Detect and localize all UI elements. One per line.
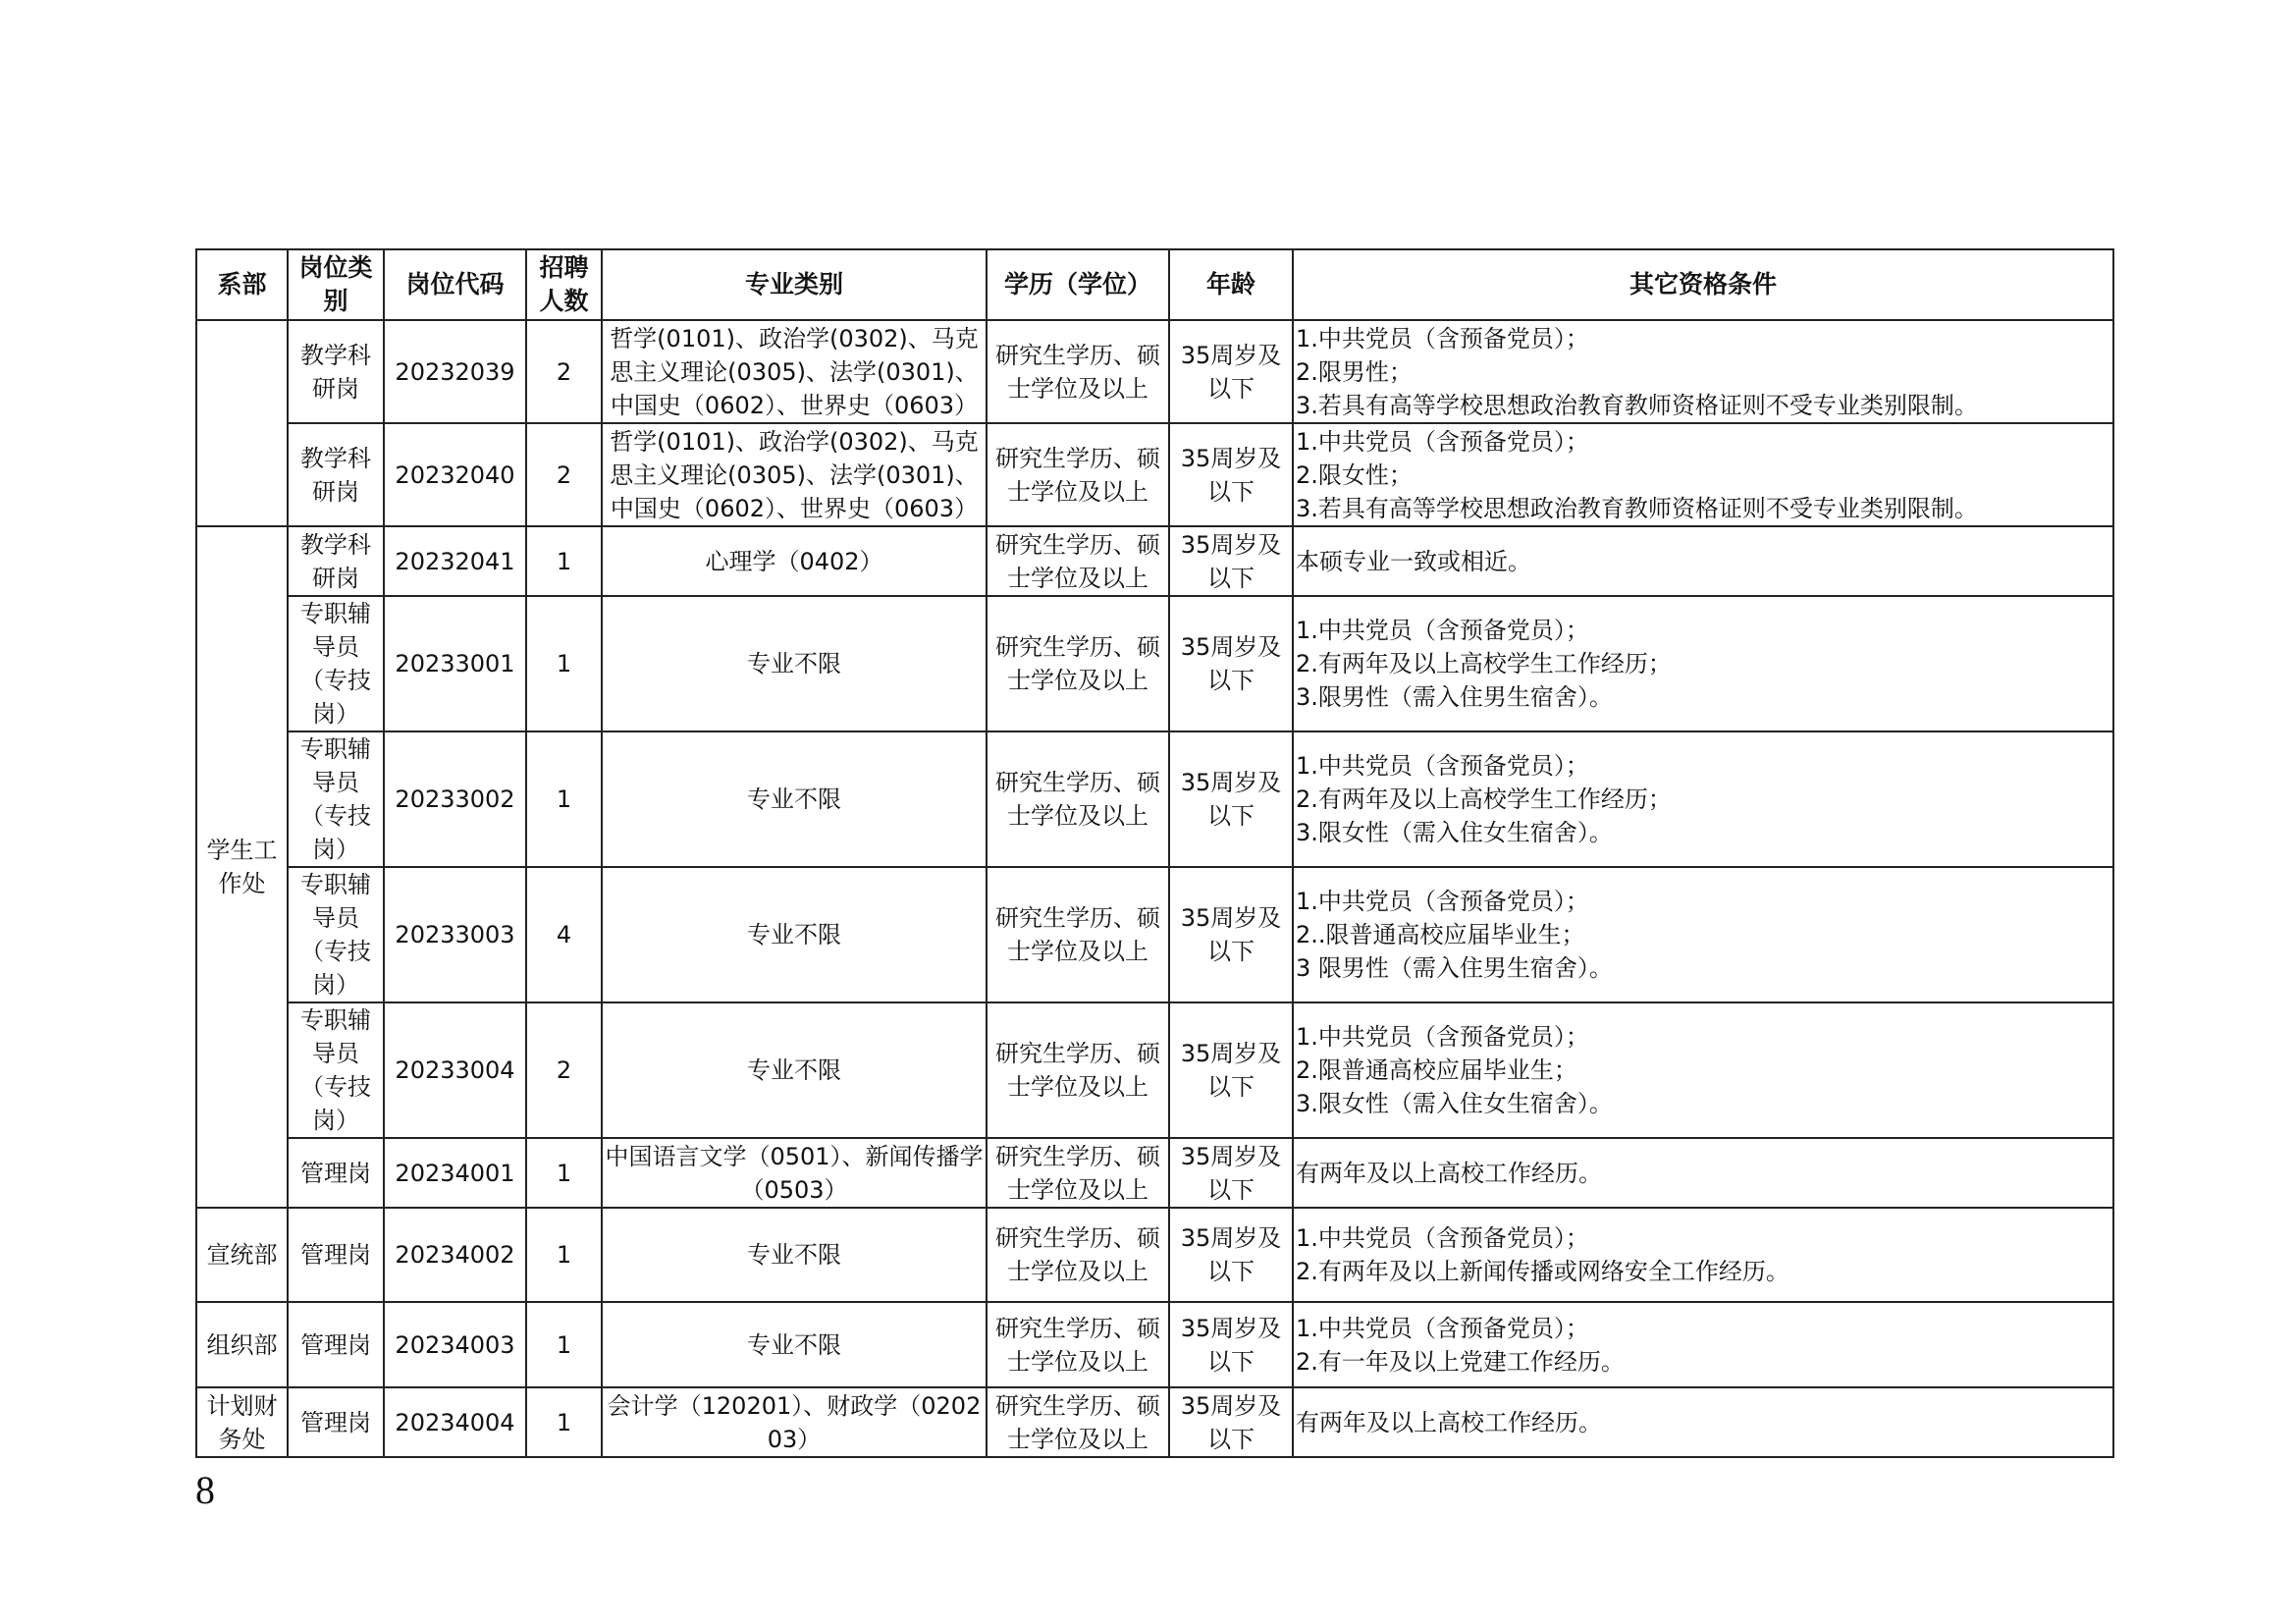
- age-cell: 35周岁及以下: [1169, 731, 1293, 867]
- conditions-cell: [1293, 1208, 2113, 1302]
- condition-line: 3.限女性（需入住女生宿舍）。: [1296, 819, 1613, 846]
- conditions-cell: [1293, 320, 2113, 423]
- conditions-cell: [1293, 731, 2113, 867]
- age-cell: 35周岁及以下: [1169, 596, 1293, 731]
- header-age: 年龄: [1169, 249, 1293, 320]
- age-cell: 35周岁及以下: [1169, 1002, 1293, 1138]
- education-cell: 研究生学历、硕士学位及以上: [987, 1302, 1169, 1387]
- conditions-cell: [1293, 1002, 2113, 1138]
- education-cell: 研究生学历、硕士学位及以上: [987, 423, 1169, 526]
- age-cell: 35周岁及以下: [1169, 867, 1293, 1002]
- condition-line: 1.中共党员（含预备党员）；: [1296, 1314, 1589, 1342]
- condition-line: 1.中共党员（含预备党员）；: [1296, 617, 1589, 644]
- condition-line: 有两年及以上高校工作经历。: [1296, 1159, 1602, 1187]
- condition-line: 1.中共党员（含预备党员）；: [1296, 1023, 1589, 1051]
- count-cell: 2: [526, 423, 602, 526]
- table-row: [196, 1002, 2113, 1138]
- code-cell: 20234002: [384, 1208, 526, 1302]
- condition-line: 3.若具有高等学校思想政治教育教师资格证则不受专业类别限制。: [1296, 391, 1978, 419]
- condition-line: 1.中共党员（含预备党员）；: [1296, 427, 1589, 456]
- dept-cell: 计划财务处: [196, 1387, 288, 1457]
- education-cell: 研究生学历、硕士学位及以上: [987, 731, 1169, 867]
- category-cell: 专职辅导员（专技岗）: [288, 867, 384, 1002]
- header-conditions: 其它资格条件: [1293, 249, 2113, 320]
- education-cell: 研究生学历、硕士学位及以上: [987, 1002, 1169, 1138]
- category-cell: 管理岗: [288, 1387, 384, 1457]
- condition-line: 1.中共党员（含预备党员）；: [1296, 888, 1589, 915]
- dept-cell: 组织部: [196, 1302, 288, 1387]
- condition-line: 2.有两年及以上高校学生工作经历；: [1296, 785, 1672, 813]
- condition-line: 2.限男性；: [1296, 357, 1413, 386]
- major-cell: 心理学（0402）: [602, 526, 987, 596]
- count-cell: 1: [526, 1138, 602, 1208]
- major-cell: 哲学(0101)、政治学(0302)、马克思主义理论(0305)、法学(0301)、中国史（0602）、世界史（0603）: [602, 320, 987, 423]
- age-cell: 35周岁及以下: [1169, 526, 1293, 596]
- condition-line: 2.有一年及以上党建工作经历。: [1296, 1347, 1625, 1376]
- condition-line: 2.有两年及以上新闻传播或网络安全工作经历。: [1296, 1258, 1789, 1285]
- count-cell: 1: [526, 1302, 602, 1387]
- education-cell: 研究生学历、硕士学位及以上: [987, 867, 1169, 1002]
- education-cell: 研究生学历、硕士学位及以上: [987, 526, 1169, 596]
- header-code: 岗位代码: [384, 249, 526, 320]
- table-row: [196, 320, 2113, 423]
- major-cell: 哲学(0101)、政治学(0302)、马克思主义理论(0305)、法学(0301)、中国史（0602）、世界史（0603）: [602, 423, 987, 526]
- category-cell: 管理岗: [288, 1208, 384, 1302]
- age-cell: 35周岁及以下: [1169, 320, 1293, 423]
- category-cell: 专职辅导员（专技岗）: [288, 731, 384, 867]
- education-cell: 研究生学历、硕士学位及以上: [987, 320, 1169, 423]
- condition-line: 2.有两年及以上高校学生工作经历；: [1296, 650, 1672, 677]
- table-row: [196, 1208, 2113, 1302]
- conditions-cell: [1293, 1302, 2113, 1387]
- code-cell: 20232039: [384, 320, 526, 423]
- code-cell: 20233002: [384, 731, 526, 867]
- header-category: 岗位类别: [288, 249, 384, 320]
- code-cell: 20233003: [384, 867, 526, 1002]
- table-row: [196, 1387, 2113, 1457]
- condition-line: 1.中共党员（含预备党员）；: [1296, 324, 1589, 352]
- conditions-cell: [1293, 1138, 2113, 1208]
- code-cell: 20232040: [384, 423, 526, 526]
- code-cell: 20233001: [384, 596, 526, 731]
- dept-cell: 宣统部: [196, 1208, 288, 1302]
- table-row: [196, 867, 2113, 1002]
- condition-line: 3 限男性（需入住男生宿舍）。: [1296, 954, 1613, 982]
- table-row: [196, 526, 2113, 596]
- major-cell: 专业不限: [602, 867, 987, 1002]
- conditions-cell: [1293, 596, 2113, 731]
- education-cell: 研究生学历、硕士学位及以上: [987, 1208, 1169, 1302]
- major-cell: 会计学（120201）、财政学（020203）: [602, 1387, 987, 1457]
- age-cell: 35周岁及以下: [1169, 1302, 1293, 1387]
- code-cell: 20234003: [384, 1302, 526, 1387]
- condition-line: 3.限男性（需入住男生宿舍）。: [1296, 683, 1613, 711]
- category-cell: 管理岗: [288, 1302, 384, 1387]
- age-cell: 35周岁及以下: [1169, 1138, 1293, 1208]
- header-major: 专业类别: [602, 249, 987, 320]
- category-cell: 教学科研岗: [288, 423, 384, 526]
- table-row: [196, 1138, 2113, 1208]
- code-cell: 20234004: [384, 1387, 526, 1457]
- category-cell: 教学科研岗: [288, 320, 384, 423]
- recruitment-table: [195, 248, 2114, 1458]
- count-cell: 2: [526, 320, 602, 423]
- age-cell: 35周岁及以下: [1169, 423, 1293, 526]
- condition-line: 3.限女性（需入住女生宿舍）。: [1296, 1090, 1613, 1117]
- major-cell: 专业不限: [602, 1302, 987, 1387]
- code-cell: 20233004: [384, 1002, 526, 1138]
- condition-line: 2.限普通高校应届毕业生；: [1296, 1056, 1577, 1084]
- conditions-cell: [1293, 526, 2113, 596]
- condition-line: 本硕专业一致或相近。: [1296, 547, 1531, 575]
- category-cell: 专职辅导员（专技岗）: [288, 596, 384, 731]
- table-row: [196, 731, 2113, 867]
- count-cell: 1: [526, 731, 602, 867]
- dept-cell: [196, 320, 288, 526]
- table-row: [196, 423, 2113, 526]
- conditions-cell: [1293, 423, 2113, 526]
- major-cell: 专业不限: [602, 1002, 987, 1138]
- count-cell: 4: [526, 867, 602, 1002]
- count-cell: 1: [526, 1387, 602, 1457]
- condition-line: 1.中共党员（含预备党员）；: [1296, 1224, 1589, 1252]
- age-cell: 35周岁及以下: [1169, 1208, 1293, 1302]
- count-cell: 1: [526, 526, 602, 596]
- major-cell: 专业不限: [602, 1208, 987, 1302]
- condition-line: 1.中共党员（含预备党员）；: [1296, 752, 1589, 780]
- table-row: [196, 1302, 2113, 1387]
- education-cell: 研究生学历、硕士学位及以上: [987, 1387, 1169, 1457]
- table-row: [196, 596, 2113, 731]
- age-cell: 35周岁及以下: [1169, 1387, 1293, 1457]
- category-cell: 管理岗: [288, 1138, 384, 1208]
- code-cell: 20234001: [384, 1138, 526, 1208]
- major-cell: 专业不限: [602, 731, 987, 867]
- conditions-cell: [1293, 867, 2113, 1002]
- header-dept: 系部: [196, 249, 288, 320]
- major-cell: 专业不限: [602, 596, 987, 731]
- count-cell: 1: [526, 596, 602, 731]
- header-education: 学历（学位）: [987, 249, 1169, 320]
- table-header-row: [196, 249, 2113, 320]
- category-cell: 专职辅导员（专技岗）: [288, 1002, 384, 1138]
- page-number: 8: [195, 1468, 215, 1512]
- condition-line: 2.限女性；: [1296, 460, 1413, 489]
- conditions-cell: [1293, 1387, 2113, 1457]
- count-cell: 2: [526, 1002, 602, 1138]
- code-cell: 20232041: [384, 526, 526, 596]
- category-cell: 教学科研岗: [288, 526, 384, 596]
- header-count: 招聘人数: [526, 249, 602, 320]
- major-cell: 中国语言文学（0501）、新闻传播学（0503）: [602, 1138, 987, 1208]
- condition-line: 有两年及以上高校工作经历。: [1296, 1408, 1602, 1436]
- condition-line: 2..限普通高校应届毕业生；: [1296, 921, 1585, 948]
- condition-line: 3.若具有高等学校思想政治教育教师资格证则不受专业类别限制。: [1296, 494, 1978, 522]
- dept-cell: 学生工作处: [196, 526, 288, 1208]
- count-cell: 1: [526, 1208, 602, 1302]
- education-cell: 研究生学历、硕士学位及以上: [987, 1138, 1169, 1208]
- education-cell: 研究生学历、硕士学位及以上: [987, 596, 1169, 731]
